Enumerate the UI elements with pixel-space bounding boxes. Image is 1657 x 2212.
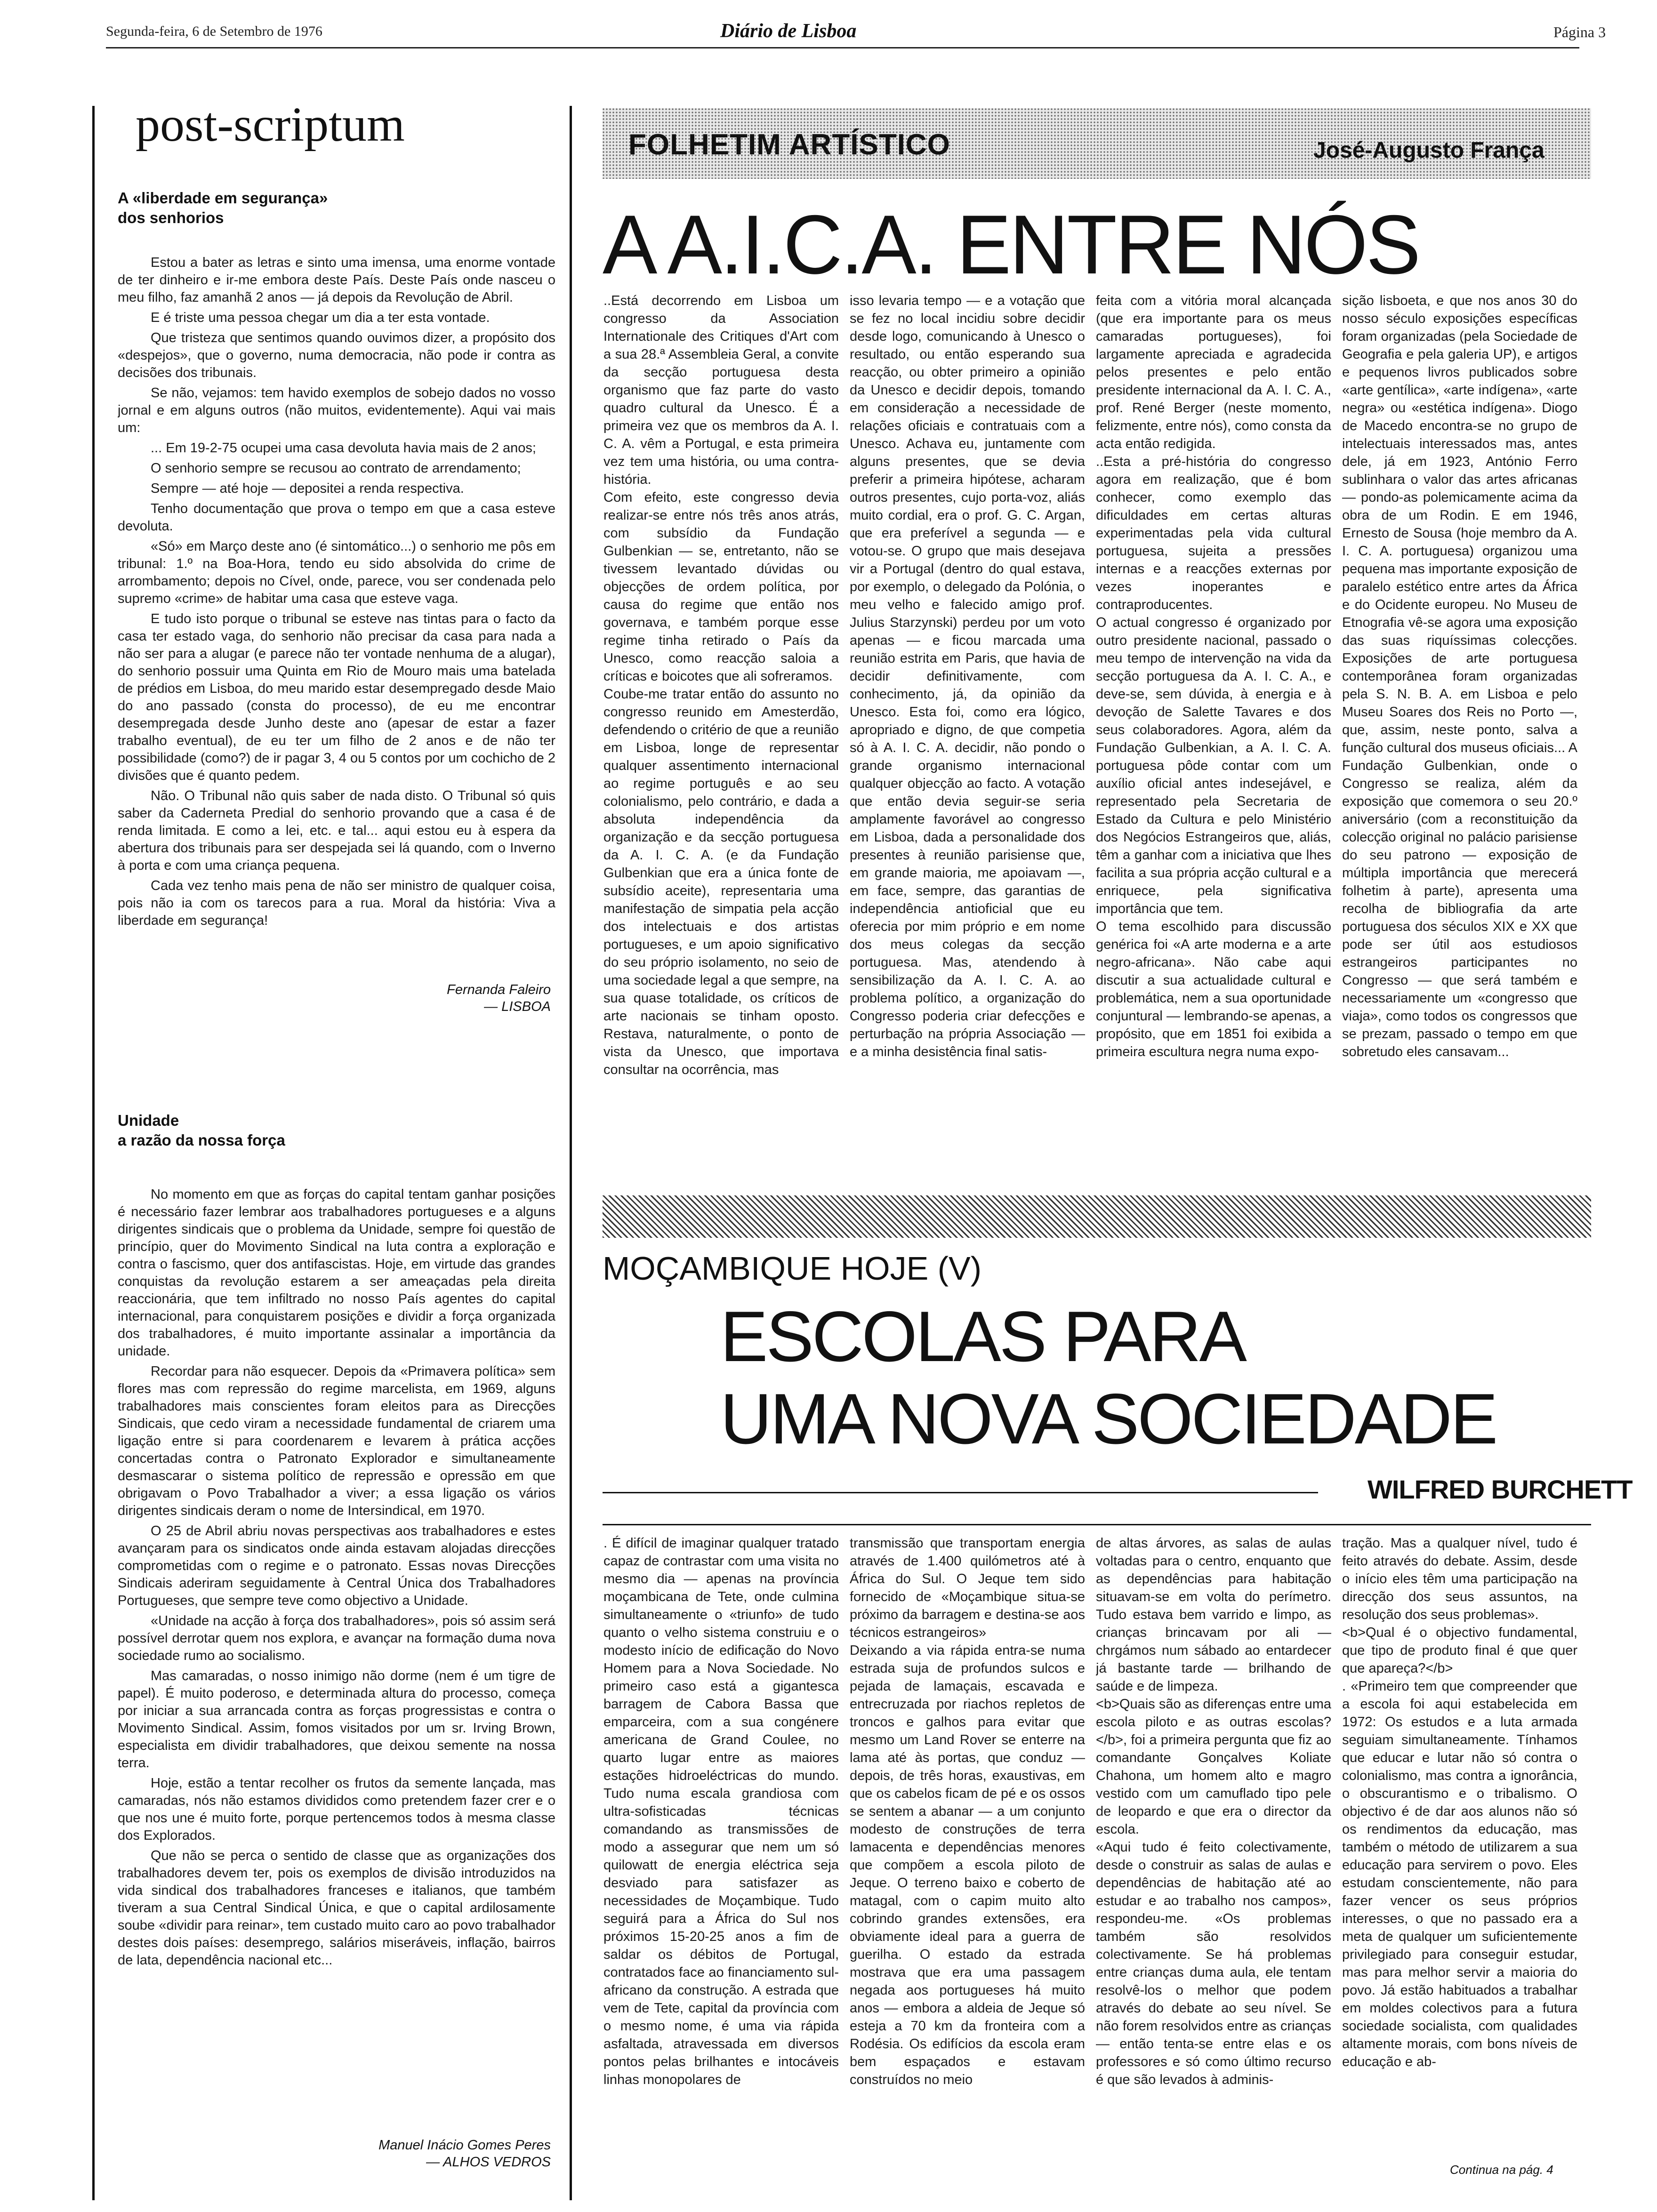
page-number: Página 3	[1553, 24, 1606, 40]
article1-signature	[118, 981, 551, 1015]
post-scriptum-title: post-scriptum	[136, 97, 405, 152]
column-text: tração. Mas a qualquer nível, tudo é feito através do debate. Assim, desde o início eles têm uma participação na direcção dos seus assuntos, na resolução dos seus problemas». <b>Qual é o objectivo fundamental, que tipo de produto final é que quer que apareça?</b> . «Primeiro tem que compreender que a escola foi aqui estabelecida em 1972: Os estudos e a luta armada seguiam simultaneamente. Tínhamos que educar e lutar não só contra o colonialismo, mas contra a ignorância, o obscurantismo e o tribalismo. O objectivo é de dar aos alunos não só os rendimentos da educação, mas também o método de utilizarem a sua educação para servirem o povo. Eles estudam conscientemente, não para fazer vencer os seus próprios interesses, o que no passado era a meta de qualquer um suficientemente privilegiado para conseguir estudar, mas para melhor servir a maioria do povo. Já estão habituados a trabalhar em moldes colectivos para a futura sociedade socialista, com qualidades altamente morais, com bons níveis de educação e ab-	[1342, 1536, 1577, 2069]
mocambique-column-3	[1096, 1534, 1331, 2156]
column-text: transmissão que transportam energia através de 1.400 quilómetros até à África do Sul. O Jeque tem sido fornecido de «Moçambique situa-se próximo da barragem e destina-se aos técnicos estrangeiros» Deixando a via rápida entra-se numa estrada suja de profundos sulcos e pejada de lamaçais, escavada e entrecruzada por riachos repletos de troncos e galhos para evitar que mesmo um Land Rover se enterre na lama até às portas, que conduz — depois, de três horas, exaustivas, em que os cabelos ficam de pé e os ossos se sentem a abanar — a um conjunto modesto de construções de terra lamacenta e dependências menores que compõem a escola piloto de Jeque. O terreno baixo e coberto de matagal, com o capim muito alto cobrindo grandes extensões, era obviamente ideal para a guerra de guerilha. O estado da estrada mostrava que era uma passagem negada aos portugueses há muito anos — embora a aldeia de Jeque só esteja a 70 km da fronteira com a Rodésia. Os edifícios da escola eram bem espaçados e estavam construídos no meio	[850, 1536, 1085, 2087]
article2-heading	[118, 1111, 541, 1150]
article1-title-line2: dos senhorios	[118, 209, 224, 226]
issue-date: Segunda-feira, 6 de Setembro de 1976	[106, 24, 322, 39]
mocambique-headline-line2: UMA NOVA SOCIEDADE	[720, 1379, 1496, 1459]
paragraph: Sempre — até hoje — depositei a renda respectiva.	[151, 481, 464, 496]
paragraph: No momento em que as forças do capital tentam ganhar posições é necessário fazer lembrar aos trabalhadores portugueses e a alguns dirigentes sindicais que o problema da Unidade, sempre foi questão de princípio, quer do Movimento Sindical na luta contra a exploração e contra o fascismo, quer dos antifascistas. Hoje, em virtude das grandes conquistas da revolução estarem a ser ameaçadas pela direita reaccionária, que tem infiltrado no nosso País agentes do capital internacional, para conquistarem posições e dividir a força organizada dos trabalhadores, é muito importante assinalar a importância da unidade.	[118, 1187, 555, 1359]
paragraph: O senhorio sempre se recusou ao contrato de arrendamento;	[151, 461, 521, 476]
mocambique-kicker: MOÇAMBIQUE HOJE (V)	[603, 1250, 982, 1287]
byline-rule	[603, 1492, 1318, 1493]
header-rule	[106, 47, 1579, 48]
mocambique-author: WILFRED BURCHETT	[1367, 1475, 1633, 1504]
folhetim-column-1	[603, 292, 839, 1167]
article2-author: Manuel Inácio Gomes Peres	[378, 2138, 551, 2153]
paragraph: Se não, vejamos: tem havido exemplos de sobejo dados no vosso jornal e em alguns outros (não muitos, evidentemente). Aqui vai mais um:	[118, 385, 555, 435]
article1-author: Fernanda Faleiro	[447, 982, 551, 997]
article2-body	[118, 1186, 555, 2127]
column-text: de altas árvores, as salas de aulas voltadas para o centro, enquanto que as dependências para habitação situavam-se em volta do perímetro. Tudo estava bem varrido e limpo, as crianças brincavam por ali — chrgámos num sábado ao entardecer já bastante tarde — brilhando de saúde e de limpeza. <b>Quais são as diferenças entre uma escola piloto e as outras escolas?</b>, foi a primeira pergunta que fiz ao comandante Gonçalves Koliate Chahona, um homem alto e magro vestido com um camuflado tipo pele de leopardo e que era o director da escola. «Aqui tudo é feito colectivamente, desde o construir as salas de aulas e dependências de habitação até ao estudar e ao trabalho nos campos», respondeu-me. «Os problemas também são resolvidos colectivamente. Se há problemas entre crianças duma aula, ele tentam resolvê-los o melhor que podem através do debate ao seu nível. Se não forem resolvidos entre as crianças — então tenta-se entre elas e os professores e só como último recurso é que são levados à adminis-	[1096, 1536, 1331, 2087]
column-text: ..Está decorrendo em Lisboa um congresso da Association Internationale des Critiques d'Art com a sua 28.ª Assembleia Geral, a convite da secção portuguesa desta organismo que faz parte do vasto quadro cultural da Unesco. É a primeira vez que os membros da A. I. C. A. vêm a Portugal, e esta primeira vez tem uma história, ou uma contra-história. Com efeito, este congresso devia realizar-se entre nós três anos atrás, com subsídio da Fundação Gulbenkian — se, entretanto, não se tivessem levantado dúvidas ou objecções de ordem política, por causa do regime que então nos governava, e também porque esse regime tinha retirado o País da Unesco, como reacção saloia a críticas e boicotes que ali sofreramos. Coube-me tratar então do assunto no congresso reunido em Amesterdão, defendendo o critério de que a reunião em Lisboa, longe de representar qualquer assentimento internacional ao regime português e ao seu colonialismo, pelo contrário, e dada a absoluta independência da organização e da secção portuguesa da A. I. C. A. (e da Fundação Gulbenkian que era a única fonte de subsídio aceite), representaria uma manifestação de simpatia pela acção dos intelectuais e dos artistas portugueses, e um apoio significativo do seu próprio isolamento, no seio de uma sociedade legal a que sempre, na sua quase totalidade, os críticos de arte nacionais se tinham oposto. Restava, naturalmente, o ponto de vista da Unesco, que importava consultar na ocorrência, mas	[603, 293, 839, 1077]
article2-title-line2: a razão da nossa força	[118, 1131, 285, 1149]
mocambique-headline-line1: ESCOLAS PARA	[720, 1297, 1245, 1377]
folhetim-label: FOLHETIM ARTÍSTICO	[628, 128, 950, 161]
article1-body	[118, 254, 555, 977]
column-text: . É difícil de imaginar qualquer tratado capaz de contrastar com uma visita no mesmo dia — apenas na província moçambicana de Tete, onde culmina simultaneamente o «triunfo» de tudo quanto o velho sistema construiu e o modesto início de edificação do Novo Homem para a Nova Sociedade. No primeiro caso está a gigantesca barragem de Cabora Bassa que emparceira, com a sua congénere americana de Grand Coulee, no quarto lugar entre as maiores estações hidroeléctricas do mundo. Tudo numa escala grandiosa com ultra-sofisticadas técnicas comandando as transmissões de modo a assegurar que nem um só quilowatt de energia eléctrica seja desviado para satisfazer as necessidades de Moçambique. Tudo seguirá para a África do Sul nos próximos 15-20-25 anos a fim de saldar os débitos de Portugal, contratados face ao financiamento sul-africano da construção. A estrada que vem de Tete, capital da província com o mesmo nome, é uma via rápida asfaltada, atravessada em diversos pontos pelas brilhantes e intocáveis linhas monopolares de	[603, 1536, 839, 2087]
article2-location: — ALHOS VEDROS	[426, 2155, 551, 2170]
hatched-band	[603, 1195, 1591, 1238]
folhetim-column-2	[850, 292, 1085, 1167]
folhetim-column-4	[1342, 292, 1577, 1167]
paragraph: Hoje, estão a tentar recolher os frutos da semente lançada, mas camaradas, nós não estamos divididos como pretendem fazer crer e o que nos une é muito forte, porque pertencemos todos à mesma classe dos Explorados.	[118, 1776, 555, 1843]
paragraph: O 25 de Abril abriu novas perspectivas aos trabalhadores e estes avançaram para os sindicatos onde ainda estavam alojadas direcções comprometidas com o regime e o patronato. Essas novas Direcções Sindicais aderiram seguidamente à Central Única dos Trabalhadores Portugueses, que sempre teve como objectivo a Unidade.	[118, 1523, 555, 1608]
mocambique-column-1	[603, 1534, 839, 2156]
section-divider	[570, 106, 572, 2200]
article1-title-line1: A «liberdade em segurança»	[118, 189, 328, 207]
mocambique-column-4	[1342, 1534, 1577, 2156]
column-text: feita com a vitória moral alcançada (que era importante para os meus camaradas portugueses), foi largamente apreciada e agradecida pelos presentes e pelo então presidente internacional da A. I. C. A., prof. René Berger (neste momento, felizmente, entre nós), como consta da acta então redigida. ..Esta a pré-história do congresso agora em realização, que é bom conhecer, como exemplo das dificuldades em certas alturas experimentadas pela vida cultural portuguesa, sujeita a pressões internas e a reacções externas por vezes inoperantes e contraproducentes. O actual congresso é organizado por outro presidente nacional, passado o meu tempo de intervenção na vida da secção portuguesa da A. I. C. A., e deve-se, sem dúvida, à energia e à devoção de Salette Tavares e dos seus colaboradores. Agora, além da Fundação Gulbenkian, a A. I. C. A. portuguesa pôde contar com um auxílio oficial antes indesejável, e representado pela Secretaria de Estado da Cultura e pelo Ministério dos Negócios Estrangeiros que, aliás, têm a ganhar com a iniciativa que lhes facilita a sua própria acção cultural e a enriquece, pela significativa importância que tem. O tema escolhido para discussão genérica foi «A arte moderna e a arte negro-africana». Não cabe aqui discutir a sua actualidade cultural e problemática, nem a sua oportunidade conjuntural — lembrando-se apenas, a propósito, que em 1851 foi exibida a primeira escultura negra numa expo-	[1096, 293, 1331, 1059]
continuation-note: Continua na pág. 4	[1450, 2163, 1553, 2177]
column-text: sição lisboeta, e que nos anos 30 do nosso século exposições específicas foram organizadas (pela Sociedade de Geografia e pela galeria UP), e artigos e pequenos livros publicados sobre «arte gentílica», «arte indígena», «arte negra» ou «estética indígena». Diogo de Macedo encontra-se no grupo de intelectuais interessados mas, antes dele, já em 1923, António Ferro sublinhara o valor das artes africanas — pondo-as polemicamente acima da obra de um Rodin. E em 1946, Ernesto de Sousa (hoje membro da A. I. C. A. portuguesa) organizou uma pequena mas importante exposição de paralelo estético entre artes da África e do Ocidente europeu. No Museu de Etnografia vê-se agora uma exposição das suas riquíssimas colecções. Exposições de arte portuguesa contemporânea foram organizadas pela S. N. B. A. em Lisboa e pelo Museu Soares dos Reis no Porto —, que, assim, neste ponto, salva a função cultural dos museus oficiais... A Fundação Gulbenkian, onde o Congresso se realiza, além da exposição que comemora o seu 20.º aniversário (com a reconstituição da colecção original no palácio parisiense do seu patrono — exposição de múltipla importância que merecerá folhetim à parte), apresenta uma recolha de bibliografia da arte portuguesa dos séculos XIX e XX que pode ser útil aos estudiosos estrangeiros participantes no Congresso — que será também e necessariamente um «congresso que viaja», como todos os congressos que se prezam, passado o tempo em que sobretudo eles cansavam...	[1342, 293, 1577, 1059]
paragraph: Recordar para não esquecer. Depois da «Primavera política» sem flores mas com repressão do regime marcelista, em 1969, alguns trabalhadores mais conscientes foram eleitos para as Direcções Sindicais, que cedo viram a necessidade fundamental de criarem uma ligação entre si para coordenarem e levarem à prática acções concertadas contra o Patronato Explorador e simultaneamente desmascarar o sistema político de repressão e opressão em que obrigavam o Povo Trabalhador a viver; a essa ligação os vários dirigentes sindicais deram o nome de Intersindical, em 1970.	[118, 1364, 555, 1518]
paragraph: Que tristeza que sentimos quando ouvimos dizer, a propósito dos «despejos», que o governo, numa democracia, não pode ir contra as decisões dos tribunais.	[118, 330, 555, 380]
article1-heading	[118, 188, 541, 228]
folhetim-author: José-Augusto França	[1313, 138, 1544, 163]
article2-signature	[118, 2137, 551, 2171]
column-text: isso levaria tempo — e a votação que se fez no local incidiu sobre decidir desde logo, comunicando à Unesco o resultado, ou então esperando sua reacção, ou obter primeiro a opinião da Unesco e decidir depois, tomando em consideração a necessidade de relações oficiais e contratuais com a Unesco. Achava eu, juntamente com alguns presentes, que se devia preferir a primeira hipótese, acharam outros presentes, cujo porta-voz, aliás muito cordial, era o prof. G. C. Argan, que era preferível a segunda — e votou-se. O grupo que mais desejava vir a Portugal (dentro do qual estava, por exemplo, o delegado da Polónia, o meu velho e falecido amigo prof. Julius Starzynski) perdeu por um voto apenas — e ficou marcada uma reunião estrita em Paris, que havia de decidir definitivamente, com conhecimento, já, da opinião da Unesco. Esta foi, como era lógico, apropriado e digno, de que competia só à A. I. C. A. decidir, não pondo o grande organismo internacional qualquer objecção ao facto. A votação que então devia seguir-se seria amplamente favorável ao congresso em Lisboa, dada a personalidade dos presentes à reunião parisiense que, em grande maioria, me apoiavam —, em face, sempre, das garantias de independência antioficial que eu oferecia por mim próprio e em nome dos meus colegas da secção portuguesa. Mas, atendendo à sensibilização da A. I. C. A. ao problema político, a organização do Congresso poderia criar defecções e perturbação na própria Associação — e a minha desistência final satis-	[850, 293, 1085, 1059]
paragraph: ... Em 19-2-75 ocupei uma casa devoluta havia mais de 2 anos;	[151, 441, 536, 456]
paragraph: Estou a bater as letras e sinto uma imensa, uma enorme vontade de ter dinheiro e ir-me embora deste País. Deste País onde nasceu o meu filho, faz amanhã 2 anos — já depois da Revolução de Abril.	[118, 255, 555, 305]
paragraph: Não. O Tribunal não quis saber de nada disto. O Tribunal só quis saber da Caderneta Predial do senhorio provando que a casa é de renda limitada. E como a lei, etc. e tal... aqui estou eu à espera da abertura dos tribunais para ser despejada sei lá quando, com o Inverno à porta e com uma criança pequena.	[118, 788, 555, 873]
paragraph: E tudo isto porque o tribunal se esteve nas tintas para o facto da casa ter estado vaga, do senhorio não precisar da casa para nada a não ser para a alugar (e parece não ter vontade nenhuma de a alugar), do senhorio possuir uma Quinta em Rio de Mouro mais uma batelada de prédios em Lisboa, do meu marido estar desempregado desde Maio do ano passado (consta do processo), de eu me encontrar desempregada desde Junho deste ano (apesar de estar a fazer trabalho eventual), de eu ter um filho de 2 anos e de não ter possibilidade (como?) de ir pagar 3, 4 ou 5 contos por um cochicho de 2 divisões que é quanto pedem.	[118, 611, 555, 783]
mocambique-column-2	[850, 1534, 1085, 2156]
paragraph: Mas camaradas, o nosso inimigo não dorme (nem é um tigre de papel). É muito poderoso, e determinada altura do processo, começa por iniciar a sua arrancada contra as forças progressistas e contra o Movimento Sindical. Assim, fomos visitados por um sr. Irving Brown, especialista em dividir trabalhadores, que deixou semente na nossa terra.	[118, 1668, 555, 1771]
article-top-rule	[603, 1524, 1591, 1525]
paragraph: Que não se perca o sentido de classe que as organizações dos trabalhadores devem ter, pois os exemplos de divisão introduzidos na vida sindical dos trabalhadores franceses e italianos, que também tiveram a sua Central Sindical Única, e que o capital ardilosamente soube «dividir para reinar», tem custado muito caro ao povo trabalhador destes dois países: desemprego, salários miseráveis, inflação, bairros de lata, dependência nacional etc...	[118, 1848, 555, 1968]
paragraph: Cada vez tenho mais pena de não ser ministro de qualquer coisa, pois não ia com os tarecos para a rua. Moral da história: Viva a liberdade em segurança!	[118, 878, 555, 928]
paragraph: E é triste uma pessoa chegar um dia a ter esta vontade.	[151, 310, 490, 325]
paragraph: «Só» em Março deste ano (é sintomático...) o senhorio me pôs em tribunal: 1.º na Boa-Hora, tendo eu sido absolvida do crime de arrombamento; depois no Cível, onde, parece, vou ser condenada pelo supremo «crime» de habitar uma casa que esteve vaga.	[118, 539, 555, 606]
folhetim-headline: A A.I.C.A. ENTRE NÓS	[603, 198, 1419, 291]
article2-title-line1: Unidade	[118, 1112, 179, 1129]
paragraph: Tenho documentação que prova o tempo em que a casa esteve devoluta.	[118, 501, 555, 534]
masthead: Diário de Lisboa	[720, 20, 857, 42]
paragraph: «Unidade na acção à força dos trabalhadores», pois só assim será possível derrotar quem nos explora, e avançar na formação duma nova sociedade rumo ao socialismo.	[118, 1613, 555, 1663]
article1-location: — LISBOA	[484, 999, 551, 1014]
folhetim-column-3	[1096, 292, 1331, 1167]
left-vertical-rule	[92, 106, 95, 2200]
